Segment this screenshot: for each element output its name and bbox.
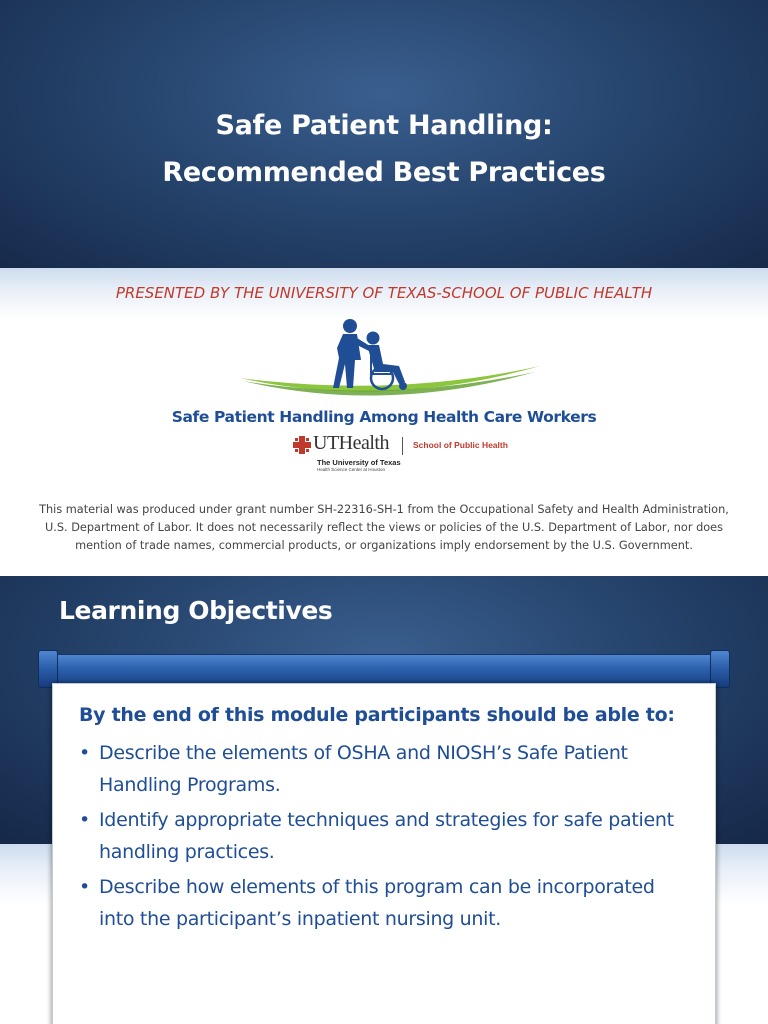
logo-divider [402, 437, 403, 455]
bullet-icon: • [79, 876, 90, 898]
objectives-scroll-panel [52, 683, 716, 1024]
objective-item [79, 738, 679, 801]
slide-title-line-2: Recommended Best Practices [162, 157, 606, 188]
objective-item [79, 872, 679, 935]
objectives-slide-title: Learning Objectives [59, 596, 333, 625]
objective-text: Identify appropriate techniques and strategies for safe patient handling practices. [99, 809, 674, 863]
uthealth-logo [293, 432, 533, 472]
caregiver-wheelchair-logo-icon [235, 318, 545, 410]
grant-disclaimer: This material was produced under grant number SH-22316-SH-1 from the Occupational Safety and Health Administration, U.S. Department of Labor. It does not necessarily reflect the views or policies of the U.S. Department of Labor, nor does mention of trade names, commercial products, or organizations imply endorsement by the U.S. Government. [39, 503, 729, 552]
presenter-line: PRESENTED BY THE UNIVERSITY OF TEXAS-SCHOOL OF PUBLIC HEALTH [115, 284, 653, 302]
university-name: The University of Texas [317, 458, 401, 467]
program-logo-caption: Safe Patient Handling Among Health Care Workers [171, 408, 597, 426]
objective-item [79, 805, 679, 868]
objectives-list [79, 738, 679, 939]
uthealth-mark-icon [293, 436, 311, 454]
bullet-icon: • [79, 809, 90, 831]
school-name: School of Public Health [413, 440, 508, 450]
slide-title-line-1: Safe Patient Handling: [215, 110, 553, 141]
objective-text: Describe the elements of OSHA and NIOSH’s Safe Patient Handling Programs. [99, 742, 628, 796]
objectives-intro: By the end of this module participants should be able to: [79, 704, 675, 726]
objective-text: Describe how elements of this program can be incorporated into the participant’s inpatient nursing unit. [99, 876, 655, 930]
scroll-rod [42, 654, 728, 684]
uthealth-name: UTHealth [313, 432, 389, 454]
bullet-icon: • [79, 742, 90, 764]
objectives-slide [0, 576, 768, 1024]
health-science-center-name: Health Science Center at Houston [317, 467, 386, 472]
